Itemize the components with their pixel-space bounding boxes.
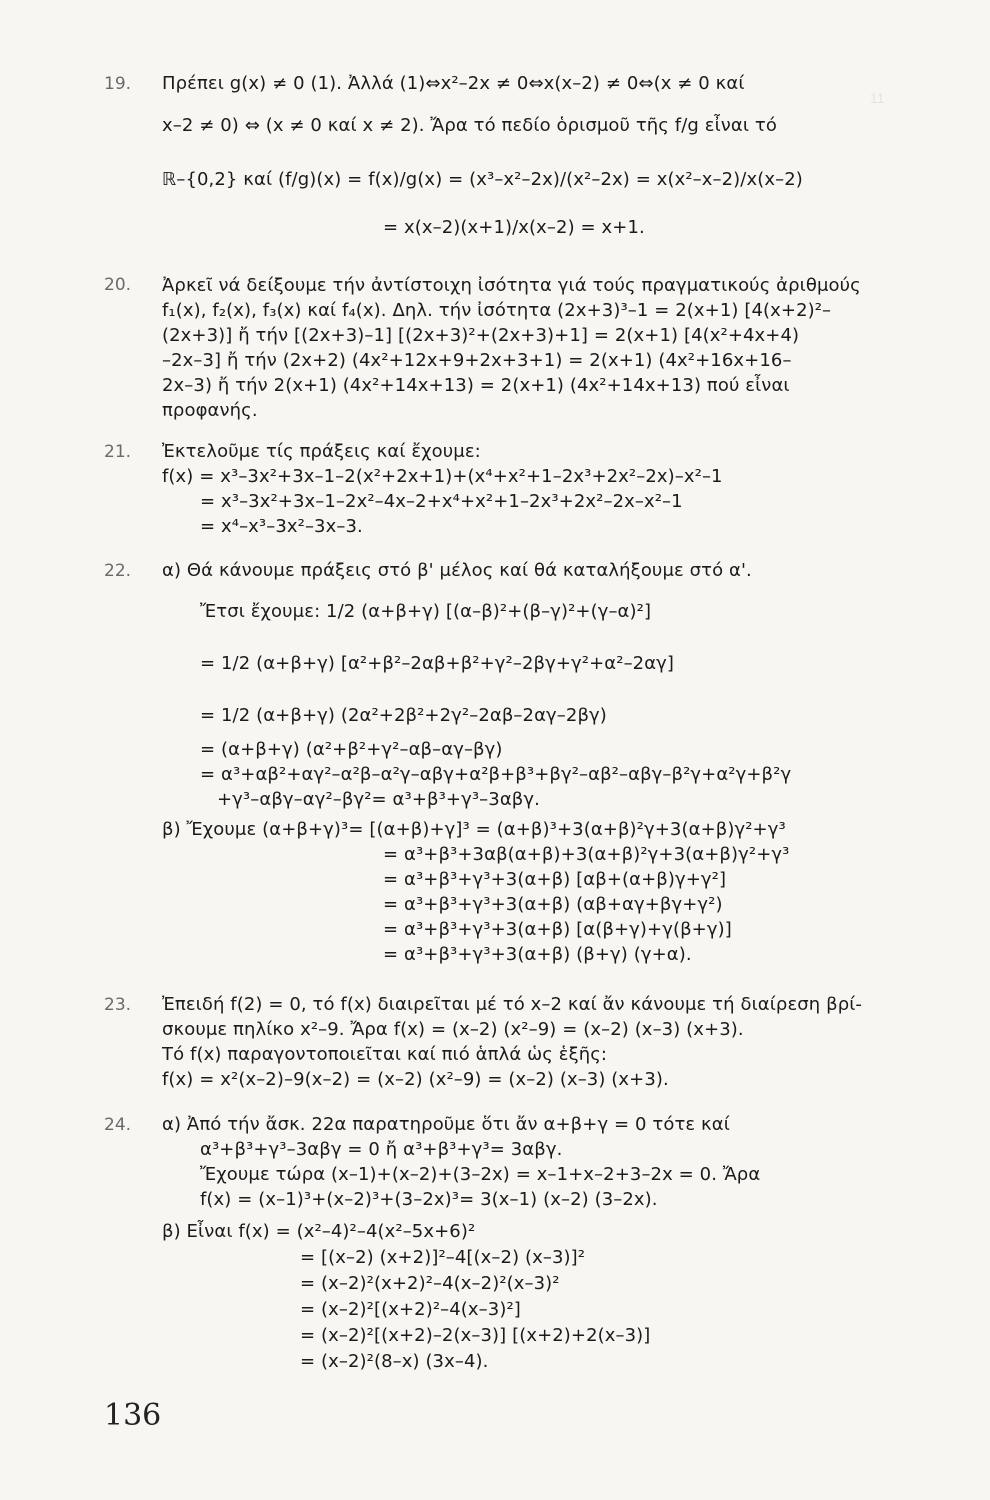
exercise-number-20: 20. [104, 275, 132, 295]
exercise-number-19: 19. [104, 74, 132, 94]
ex23-line-1: Ἐπειδή f(2) = 0, τό f(x) διαιρεῖται μέ τό x–2 καί ἄν κάνουμε τή διαίρεση βρί- [162, 994, 863, 1015]
ex21-line-3: = x³–3x²+3x–1–2x²–4x–2+x⁴+x²+1–2x³+2x²–2x–x²–1 [200, 491, 683, 512]
ex23-line-3: Τό f(x) παραγοντοποιεῖται καί πιό ἁπλά ὡς ἑξῆς: [162, 1044, 608, 1065]
ex24-line-9: = (x–2)²[(x+2)–2(x–3)] [(x+2)+2(x–3)] [300, 1325, 651, 1346]
ex22-line-7: +γ³–αβγ–αγ²–βγ²= α³+β³+γ³–3αβγ. [217, 789, 540, 810]
exercise-number-24: 24. [104, 1115, 132, 1135]
ex22-line-6: = α³+αβ²+αγ²–α²β–α²γ–αβγ+α²β+β³+βγ²–αβ²–αβγ–β²γ+α²γ+β²γ [200, 764, 792, 785]
ex21-line-1: Ἐκτελοῦμε τίς πράξεις καί ἔχουμε: [162, 441, 481, 462]
ex24-line-8: = (x–2)²[(x+2)²–4(x–3)²] [300, 1299, 521, 1320]
ex24-line-7: = (x–2)²(x+2)²–4(x–2)²(x–3)² [300, 1273, 560, 1294]
ex22-line-12: = α³+β³+γ³+3(α+β) [α(β+γ)+γ(β+γ)] [383, 919, 732, 940]
ex22-line-3: = 1/2 (α+β+γ) [α²+β²–2αβ+β²+γ²–2βγ+γ²+α²–2αγ] [200, 653, 675, 674]
ex22-line-8: β) Ἔχουμε (α+β+γ)³= [(α+β)+γ]³ = (α+β)³+3(α+β)²γ+3(α+β)γ²+γ³ [162, 819, 786, 840]
ex20-line-5: 2x–3) ἤ τήν 2(x+1) (4x²+14x+13) = 2(x+1) (4x²+14x+13) πού εἶναι [162, 375, 790, 396]
bleed-through: 11 [870, 90, 885, 106]
ex20-line-3: (2x+3)] ἤ τήν [(2x+3)–1] [(2x+3)²+(2x+3)+1] = 2(x+1) [4(x²+4x+4) [162, 325, 800, 346]
ex20-line-2: f₁(x), f₂(x), f₃(x) καί f₄(x). Δηλ. τήν ἰσότητα (2x+3)³–1 = 2(x+1) [4(x+2)²– [162, 300, 832, 321]
ex20-line-4: –2x–3] ἤ τήν (2x+2) (4x²+12x+9+2x+3+1) = 2(x+1) (4x²+16x+16– [162, 350, 792, 371]
ex24-line-4: f(x) = (x–1)³+(x–2)³+(3–2x)³= 3(x–1) (x–2) (3–2x). [200, 1189, 658, 1210]
page-number: 136 [104, 1398, 162, 1433]
ex22-line-9: = α³+β³+3αβ(α+β)+3(α+β)²γ+3(α+β)γ²+γ³ [383, 844, 790, 865]
ex24-line-1: α) Ἀπό τήν ἄσκ. 22α παρατηροῦμε ὅτι ἄν α+β+γ = 0 τότε καί [162, 1114, 730, 1135]
ex24-line-6: = [(x–2) (x+2)]²–4[(x–2) (x–3)]² [300, 1247, 586, 1268]
ex23-line-4: f(x) = x²(x–2)–9(x–2) = (x–2) (x²–9) = (x–2) (x–3) (x+3). [162, 1069, 669, 1090]
ex22-line-4: = 1/2 (α+β+γ) (2α²+2β²+2γ²–2αβ–2αγ–2βγ) [200, 705, 607, 726]
ex23-line-2: σκουμε πηλίκο x²–9. Ἄρα f(x) = (x–2) (x²–9) = (x–2) (x–3) (x+3). [162, 1019, 744, 1040]
ex20-line-1: Ἀρκεῖ νά δείξουμε τήν ἀντίστοιχη ἰσότητα γιά τούς πραγματικούς ἀριθμούς [162, 275, 861, 296]
ex24-line-2: α³+β³+γ³–3αβγ = 0 ἤ α³+β³+γ³= 3αβγ. [200, 1139, 563, 1160]
ex24-line-5: β) Εἶναι f(x) = (x²–4)²–4(x²–5x+6)² [162, 1221, 476, 1242]
ex19-line-2: x–2 ≠ 0) ⇔ (x ≠ 0 καί x ≠ 2). Ἄρα τό πεδίο ὁρισμοῦ τῆς f/g εἶναι τό [162, 115, 777, 136]
ex19-line-4: = x(x–2)(x+1)/x(x–2) = x+1. [383, 217, 645, 238]
ex19-line-3: ℝ–{0,2} καί (f/g)(x) = f(x)/g(x) = (x³–x²–2x)/(x²–2x) = x(x²–x–2)/x(x–2) [162, 169, 803, 190]
ex22-line-2: Ἔτσι ἔχουμε: 1/2 (α+β+γ) [(α–β)²+(β–γ)²+(γ–α)²] [200, 601, 652, 622]
exercise-number-23: 23. [104, 995, 132, 1015]
ex21-line-2: f(x) = x³–3x²+3x–1–2(x²+2x+1)+(x⁴+x²+1–2x³+2x²–2x)–x²–1 [162, 466, 723, 487]
ex20-line-6: προφανής. [162, 400, 258, 421]
ex21-line-4: = x⁴–x³–3x²–3x–3. [200, 516, 363, 537]
ex22-line-10: = α³+β³+γ³+3(α+β) [αβ+(α+β)γ+γ²] [383, 869, 727, 890]
exercise-number-22: 22. [104, 561, 132, 581]
ex22-line-5: = (α+β+γ) (α²+β²+γ²–αβ–αγ–βγ) [200, 739, 503, 760]
ex24-line-10: = (x–2)²(8–x) (3x–4). [300, 1351, 489, 1372]
ex22-line-11: = α³+β³+γ³+3(α+β) (αβ+αγ+βγ+γ²) [383, 894, 723, 915]
ex22-line-13: = α³+β³+γ³+3(α+β) (β+γ) (γ+α). [383, 944, 692, 965]
ex19-line-1: Πρέπει g(x) ≠ 0 (1). Ἀλλά (1)⇔x²–2x ≠ 0⇔x(x–2) ≠ 0⇔(x ≠ 0 καί [162, 73, 745, 94]
ex22-line-1: α) Θά κάνουμε πράξεις στό β' μέλος καί θά καταλήξουμε στό α'. [162, 560, 752, 581]
exercise-number-21: 21. [104, 442, 132, 462]
ex24-line-3: Ἔχουμε τώρα (x–1)+(x–2)+(3–2x) = x–1+x–2+3–2x = 0. Ἄρα [200, 1164, 761, 1185]
